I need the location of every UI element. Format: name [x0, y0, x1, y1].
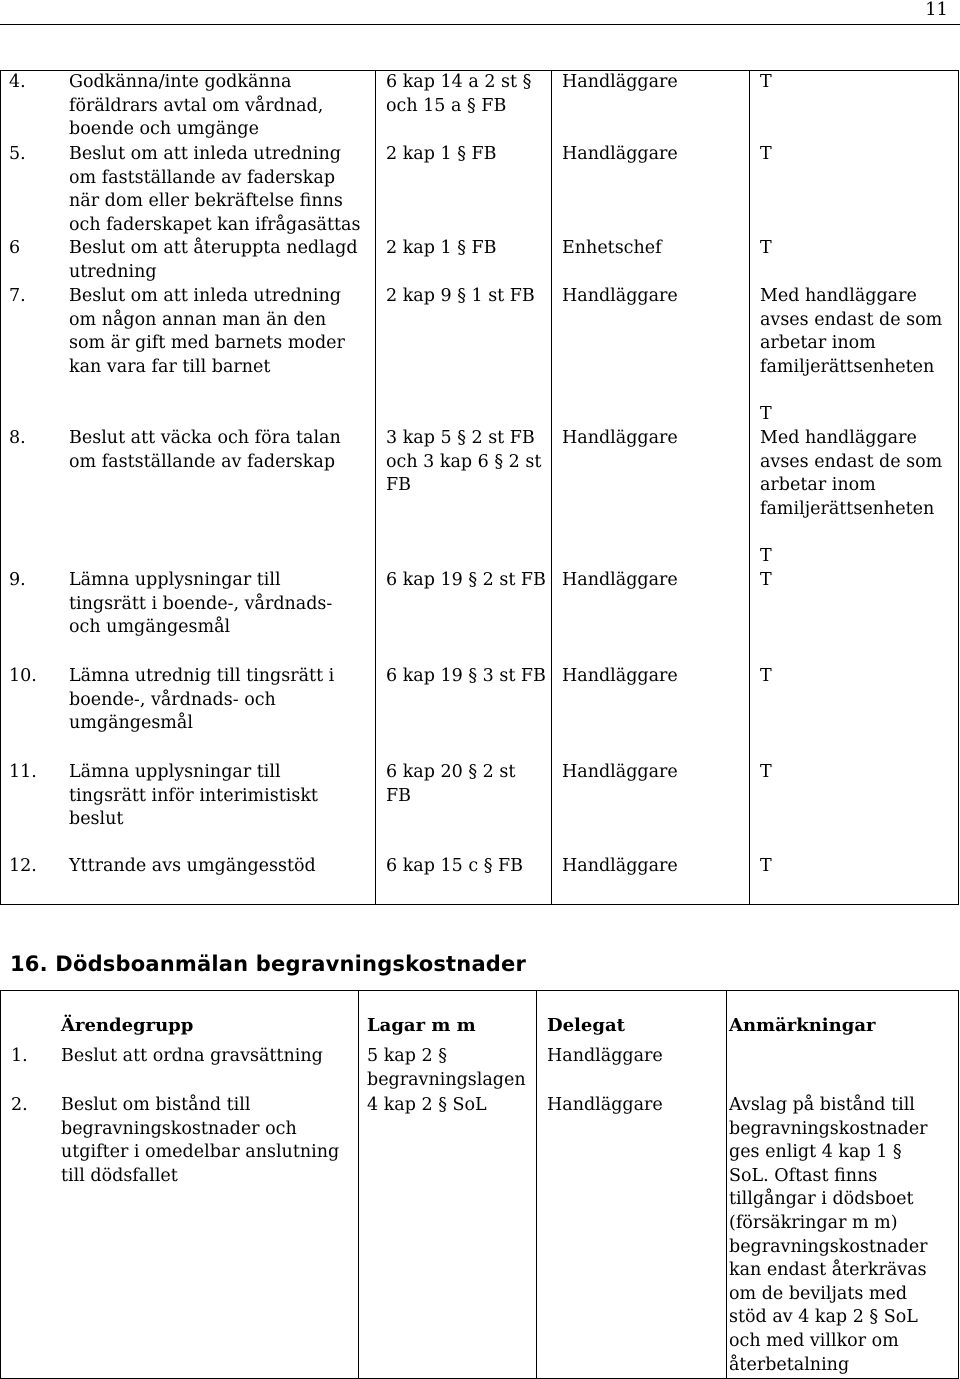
- lagar-text: 6 kap 15 c § FB: [386, 856, 524, 876]
- arendegrupp-text: Lämna upplysningar till: [69, 762, 281, 782]
- row-number: 1.: [11, 1046, 28, 1066]
- arendegrupp-text: tingsrätt i boende-, vårdnads-: [69, 593, 333, 614]
- lagar-text: och 3 kap 6 § 2 st: [386, 451, 542, 472]
- delegat-text: Handläggare: [562, 856, 678, 876]
- arendegrupp-text: kan vara far till barnet: [69, 356, 271, 377]
- header-lagar: Lagar m m: [367, 1015, 476, 1036]
- anmarkning-text: (försäkringar m m): [729, 1213, 898, 1233]
- arendegrupp-text: till dödsfallet: [61, 1165, 178, 1186]
- row-number: 9.: [9, 570, 26, 590]
- anmarkning-text: T: [760, 570, 772, 590]
- anmarkning-text: avses endast de som: [760, 309, 943, 330]
- lagar-text: och 15 a § FB: [386, 95, 507, 116]
- anmarkning-text: om de beviljats med: [729, 1283, 908, 1304]
- lagar-text: begravningslagen: [367, 1069, 526, 1090]
- arendegrupp-text: och faderskapet kan ifrågasättas: [69, 214, 361, 235]
- lagar-text: 2 kap 1 § FB: [386, 238, 497, 258]
- delegation-table-familjeratt: [0, 70, 959, 905]
- header-anmarkningar: Anmärkningar: [729, 1015, 876, 1036]
- row-number: 12.: [9, 856, 37, 876]
- arendegrupp-text: boende och umgänge: [69, 119, 259, 140]
- lagar-text: 2 kap 9 § 1 st FB: [386, 286, 535, 306]
- arendegrupp-text: Beslut om bistånd till: [61, 1095, 251, 1115]
- delegat-text: Handläggare: [562, 570, 678, 590]
- anmarkning-text: begravningskostnader: [729, 1118, 928, 1139]
- anmarkning-text: och med villkor om: [729, 1331, 899, 1351]
- arendegrupp-text: begravningskostnader och: [61, 1118, 297, 1139]
- arendegrupp-text: beslut: [69, 809, 124, 830]
- delegat-text: Handläggare: [562, 72, 678, 92]
- anmarkning-text: kan endast återkrävas: [729, 1260, 927, 1281]
- lagar-text: 2 kap 1 § FB: [386, 144, 497, 164]
- section-heading: 16. Dödsboanmälan begravningskostnader: [10, 952, 527, 976]
- arendegrupp-text: Beslut om att inleda utredning: [69, 144, 342, 164]
- anmarkning-text: tillgångar i dödsboet: [729, 1189, 914, 1210]
- col-lagar: [376, 71, 552, 905]
- anmarkning-text: ges enligt 4 kap 1 §: [729, 1142, 902, 1163]
- anmarkning-text: arbetar inom: [760, 333, 876, 354]
- lagar-text: FB: [386, 785, 412, 806]
- row-number: 6: [9, 238, 21, 258]
- anmarkning-text: återbetalning: [729, 1354, 850, 1375]
- delegat-text: Handläggare: [562, 144, 678, 164]
- arendegrupp-text: som är gift med barnets moder: [69, 333, 345, 354]
- lagar-text: FB: [386, 475, 412, 496]
- delegation-table-dodsbo: [0, 990, 959, 1379]
- col-lagar: [359, 991, 537, 1379]
- header-rule: [0, 24, 960, 25]
- anmarkning-text: begravningskostnader: [729, 1236, 928, 1257]
- delegat-text: Handläggare: [562, 428, 678, 448]
- lagar-text: 3 kap 5 § 2 st FB: [386, 428, 535, 448]
- row-number: 2.: [11, 1095, 28, 1115]
- arendegrupp-text: utgifter i omedelbar anslutning: [61, 1142, 340, 1163]
- row-number: 8.: [9, 428, 26, 448]
- row-number: 4.: [9, 72, 26, 92]
- anmarkning-text: familjerättsenheten: [760, 356, 935, 377]
- arendegrupp-text: Beslut om att återuppta nedlagd: [69, 238, 358, 258]
- col-arendegrupp: [1, 71, 376, 905]
- anmarkning-text: Avslag på bistånd till: [729, 1095, 915, 1115]
- col-delegat: [552, 71, 750, 905]
- header-delegat: Delegat: [547, 1015, 625, 1036]
- arendegrupp-text: boende-, vårdnads- och: [69, 689, 276, 710]
- arendegrupp-text: och umgängesmål: [69, 617, 231, 638]
- anmarkning-text: T: [760, 666, 772, 686]
- arendegrupp-text: tingsrätt inför interimistiskt: [69, 785, 318, 806]
- delegat-text: Enhetschef: [562, 238, 662, 258]
- anmarkning-text: T: [760, 856, 772, 876]
- col-anmarkningar: [750, 71, 959, 905]
- arendegrupp-text: Beslut om att inleda utredning: [69, 286, 342, 306]
- arendegrupp-text: föräldrars avtal om vårdnad,: [69, 95, 324, 116]
- page-number: 11: [925, 0, 948, 20]
- row-number: 5.: [9, 144, 26, 164]
- delegat-text: Handläggare: [562, 762, 678, 782]
- delegat-text: Handläggare: [562, 286, 678, 306]
- anmarkning-text: Med handläggare: [760, 286, 917, 306]
- arendegrupp-text: Beslut att väcka och föra talan: [69, 428, 341, 448]
- header-arendegrupp: Ärendegrupp: [61, 1015, 194, 1036]
- anmarkning-text: SoL. Oftast finns: [729, 1165, 878, 1186]
- arendegrupp-text: utredning: [69, 261, 157, 282]
- arendegrupp-text: Lämna upplysningar till: [69, 570, 281, 590]
- col-delegat: [537, 991, 727, 1379]
- anmarkning-text: T: [760, 404, 772, 424]
- arendegrupp-text: Beslut att ordna gravsättning: [61, 1046, 323, 1066]
- lagar-text: 6 kap 20 § 2 st: [386, 762, 516, 782]
- lagar-text: 6 kap 14 a 2 st §: [386, 72, 532, 92]
- delegat-text: Handläggare: [547, 1095, 663, 1115]
- anmarkning-text: T: [760, 762, 772, 782]
- anmarkning-text: avses endast de som: [760, 451, 943, 472]
- anmarkning-text: arbetar inom: [760, 475, 876, 496]
- arendegrupp-text: Godkänna/inte godkänna: [69, 72, 292, 92]
- anmarkning-text: Med handläggare: [760, 428, 917, 448]
- col-arendegrupp: [1, 991, 359, 1379]
- lagar-text: 4 kap 2 § SoL: [367, 1095, 487, 1115]
- row-number: 10.: [9, 666, 37, 686]
- anmarkning-text: T: [760, 238, 772, 258]
- arendegrupp-text: när dom eller bekräftelse finns: [69, 191, 343, 212]
- delegat-text: Handläggare: [562, 666, 678, 686]
- lagar-text: 5 kap 2 §: [367, 1046, 447, 1066]
- anmarkning-text: T: [760, 144, 772, 164]
- arendegrupp-text: Yttrande avs umgängesstöd: [69, 856, 316, 876]
- arendegrupp-text: om fastställande av faderskap: [69, 167, 336, 188]
- col-anmarkningar: [727, 991, 959, 1379]
- row-number: 11.: [9, 762, 37, 782]
- arendegrupp-text: om någon annan man än den: [69, 309, 327, 330]
- lagar-text: 6 kap 19 § 3 st FB: [386, 666, 546, 686]
- delegat-text: Handläggare: [547, 1046, 663, 1066]
- anmarkning-text: T: [760, 72, 772, 92]
- anmarkning-text: familjerättsenheten: [760, 498, 935, 519]
- arendegrupp-text: Lämna utrednig till tingsrätt i: [69, 666, 335, 686]
- anmarkning-text: stöd av 4 kap 2 § SoL: [729, 1307, 918, 1328]
- anmarkning-text: T: [760, 546, 772, 566]
- lagar-text: 6 kap 19 § 2 st FB: [386, 570, 546, 590]
- arendegrupp-text: om fastställande av faderskap: [69, 451, 336, 472]
- row-number: 7.: [9, 286, 26, 306]
- arendegrupp-text: umgängesmål: [69, 713, 193, 734]
